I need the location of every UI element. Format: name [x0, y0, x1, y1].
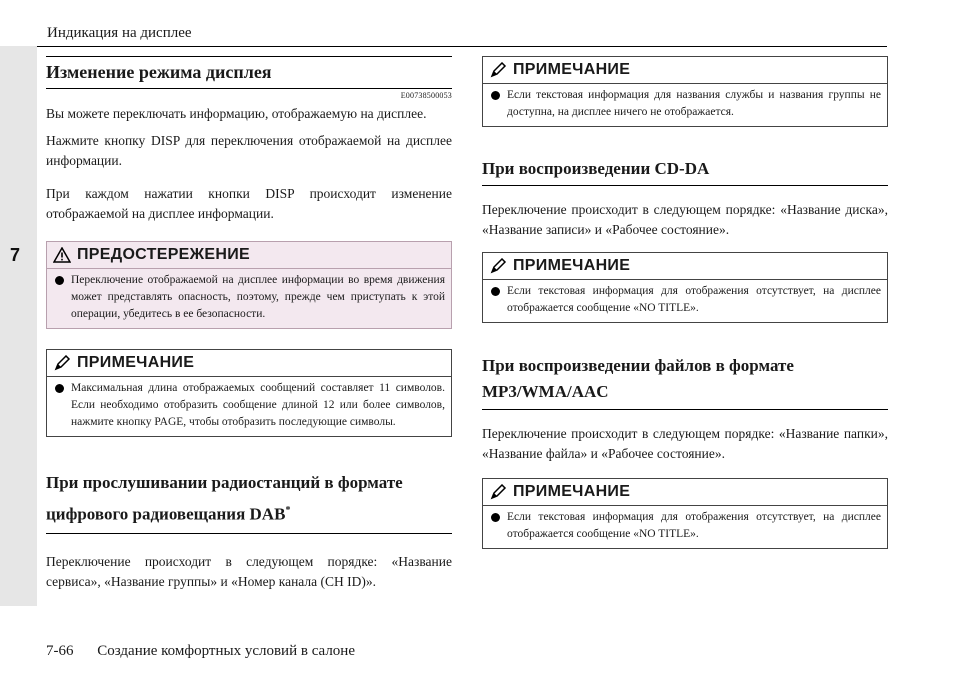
bullet-icon: [55, 384, 64, 393]
note-box-max-length: [46, 349, 452, 437]
note-text: Максимальная длина отображаемых сообщений составляет 11 символов. Если необходимо отобразить сообщение длиной 12 или более символов, нажмите кнопку PAGE, чтобы отобразить последующие символы.: [71, 382, 445, 428]
page-number: 7-66: [46, 643, 74, 659]
bullet-icon: [491, 287, 500, 296]
warning-text: Переключение отображаемой на дисплее информации во время движения может представлять опасность, поэтому, прежде чем приступать к этой операции, убедитесь в ее безопасности.: [71, 274, 445, 320]
paragraph-cdda: Переключение происходит в следующем порядке: «Название диска», «Название записи» и «Рабочее состояние».: [482, 202, 888, 237]
chapter-number: 7: [10, 245, 21, 265]
chapter-sidebar: [0, 46, 37, 606]
option-asterisk: *: [285, 505, 291, 516]
header-rule: [37, 46, 887, 47]
note-header: [483, 57, 887, 84]
paragraph-1: Вы можете переключать информацию, отображаемую на дисплее.: [46, 106, 427, 121]
pencil-note-icon: [53, 355, 71, 371]
pencil-note-icon: [489, 484, 507, 500]
warning-box: [46, 241, 452, 329]
note-text: Если текстовая информация для отображения отсутствует, на дисплее отображается сообщение «NO TITLE».: [507, 285, 881, 314]
note-header: [47, 350, 451, 377]
note-header: [483, 479, 887, 506]
left-column: [46, 56, 452, 599]
note-box-service-name: [482, 56, 888, 127]
section-title-mp3: При воспроизведении файлов в формате MP3/WMA/AAC: [482, 353, 888, 410]
warning-header: [47, 242, 451, 269]
pencil-note-icon: [489, 62, 507, 78]
note-box-no-title-cd: [482, 252, 888, 323]
note-text: Если текстовая информация для отображения отсутствует, на дисплее отображается сообщение «NO TITLE».: [507, 511, 881, 540]
bullet-icon: [491, 91, 500, 100]
paragraph-mp3: Переключение происходит в следующем порядке: «Название папки», «Название файла» и «Рабочее состояние».: [482, 426, 888, 461]
note-box-no-title-mp3: [482, 478, 888, 549]
paragraph-2: Нажмите кнопку DISP для переключения отображаемой на дисплее информации.: [46, 133, 452, 168]
paragraph-3: При каждом нажатии кнопки DISP происходит изменение отображаемой на дисплее информации.: [46, 186, 452, 221]
bullet-icon: [55, 276, 64, 285]
section-title-dab-text: При прослушивании радиостанций в формате цифрового радиовещания DAB: [46, 473, 403, 524]
note-heading: ПРИМЕЧАНИЕ: [513, 257, 631, 274]
section-title-display-mode: Изменение режима дисплея: [46, 56, 452, 89]
warning-triangle-icon: [53, 247, 71, 263]
running-header-title: Индикация на дисплее: [47, 25, 192, 41]
bullet-icon: [491, 513, 500, 522]
note-text: Если текстовая информация для названия службы и названия группы не доступна, на дисплее ничего не отображается.: [507, 89, 881, 118]
note-heading: ПРИМЕЧАНИЕ: [77, 354, 195, 371]
note-header: [483, 253, 887, 280]
footer-chapter-title: Создание комфортных условий в салоне: [97, 643, 355, 659]
pencil-note-icon: [489, 258, 507, 274]
paragraph-dab: Переключение происходит в следующем порядке: «Название сервиса», «Название группы» и «Номер канала (CH ID)».: [46, 553, 452, 589]
section-title-cdda: При воспроизведении CD-DA: [482, 157, 888, 186]
page-footer: [46, 643, 355, 660]
note-heading: ПРИМЕЧАНИЕ: [513, 483, 631, 500]
document-code: E00738500053: [400, 91, 452, 100]
section-title-dab: [46, 469, 452, 534]
right-column: [482, 56, 888, 549]
warning-heading: ПРЕДОСТЕРЕЖЕНИЕ: [77, 246, 250, 263]
note-heading: ПРИМЕЧАНИЕ: [513, 61, 631, 78]
